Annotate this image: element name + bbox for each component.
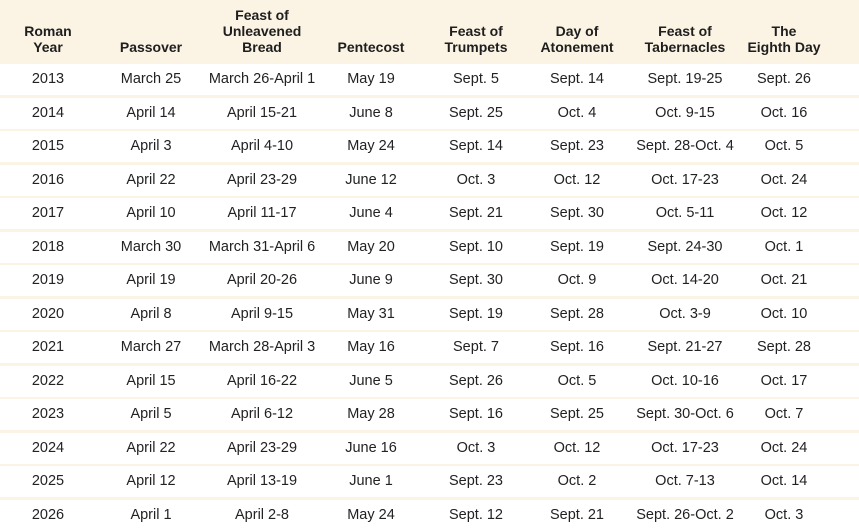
cell-unleavened-bread: April 2-8 [235, 506, 289, 523]
cell-passover: March 27 [120, 339, 182, 355]
table-row [0, 98, 859, 129]
cell-unleavened-bread: April 9-15 [230, 305, 294, 322]
column-header-unleavened-bread: Feast of Unleavened Bread [222, 7, 302, 55]
cell-unleavened-bread: April 13-19 [226, 473, 298, 489]
cell-pentecost: May 20 [347, 238, 395, 255]
cell-pentecost: May 24 [347, 506, 395, 523]
cell-eighth-day: Sept. 28 [756, 339, 811, 355]
cell-passover: April 22 [126, 171, 176, 188]
cell-year: 2019 [31, 272, 65, 288]
cell-tabernacles: Sept. 21-27 [647, 339, 723, 355]
cell-pentecost: May 24 [347, 138, 395, 154]
cell-trumpets: Sept. 14 [448, 138, 503, 154]
cell-passover: April 12 [126, 473, 176, 489]
cell-pentecost: May 28 [347, 406, 395, 422]
column-header-tabernacles: Feast of Tabernacles [644, 23, 726, 55]
cell-trumpets: Sept. 25 [448, 104, 503, 121]
cell-unleavened-bread: March 26-April 1 [208, 71, 316, 87]
cell-pentecost: May 31 [347, 305, 395, 322]
cell-eighth-day: Oct. 21 [760, 272, 808, 288]
cell-trumpets: Sept. 16 [448, 406, 503, 422]
cell-atonement: Sept. 28 [549, 305, 604, 322]
table-row [0, 500, 859, 531]
cell-year: 2018 [31, 238, 65, 255]
cell-eighth-day: Oct. 17 [760, 372, 808, 389]
cell-trumpets: Sept. 10 [448, 238, 503, 255]
cell-passover: April 1 [130, 506, 172, 523]
cell-tabernacles: Oct. 10-16 [651, 372, 719, 389]
table-row [0, 131, 859, 162]
cell-tabernacles: Oct. 7-13 [655, 473, 715, 489]
cell-eighth-day: Oct. 16 [760, 104, 808, 121]
cell-pentecost: June 16 [345, 439, 397, 456]
cell-year: 2017 [31, 205, 65, 221]
cell-atonement: Oct. 2 [557, 473, 597, 489]
table-header [0, 0, 859, 64]
cell-tabernacles: Oct. 3-9 [659, 305, 711, 322]
cell-unleavened-bread: April 23-29 [226, 171, 298, 188]
column-header-eighth-day: The Eighth Day [747, 23, 821, 55]
cell-pentecost: June 8 [349, 104, 393, 121]
cell-pentecost: May 19 [347, 71, 395, 87]
cell-unleavened-bread: March 31-April 6 [208, 238, 316, 255]
cell-tabernacles: Sept. 19-25 [647, 71, 723, 87]
cell-pentecost: June 12 [345, 171, 397, 188]
cell-year: 2016 [31, 171, 65, 188]
cell-tabernacles: Sept. 28-Oct. 4 [636, 138, 734, 154]
cell-trumpets: Sept. 5 [453, 71, 499, 87]
cell-atonement: Sept. 25 [549, 406, 604, 422]
table-row [0, 265, 859, 296]
cell-passover: March 30 [120, 238, 182, 255]
cell-atonement: Oct. 9 [557, 272, 597, 288]
table-row [0, 366, 859, 397]
table-row [0, 198, 859, 229]
cell-unleavened-bread: April 23-29 [226, 439, 298, 456]
cell-trumpets: Oct. 3 [456, 439, 496, 456]
cell-atonement: Oct. 4 [557, 104, 597, 121]
cell-year: 2025 [31, 473, 65, 489]
cell-unleavened-bread: April 4-10 [230, 138, 294, 154]
column-header-passover: Passover [119, 39, 183, 55]
cell-atonement: Sept. 16 [549, 339, 604, 355]
cell-tabernacles: Oct. 17-23 [651, 439, 719, 456]
table-row [0, 232, 859, 263]
cell-eighth-day: Oct. 14 [760, 473, 808, 489]
cell-trumpets: Sept. 30 [448, 272, 503, 288]
cell-tabernacles: Oct. 5-11 [655, 205, 715, 221]
cell-year: 2015 [31, 138, 65, 154]
cell-trumpets: Sept. 7 [453, 339, 499, 355]
table-row [0, 466, 859, 497]
cell-passover: April 15 [126, 372, 176, 389]
table-row [0, 332, 859, 363]
cell-tabernacles: Sept. 24-30 [647, 238, 723, 255]
table-row [0, 399, 859, 430]
cell-year: 2023 [31, 406, 65, 422]
cell-year: 2024 [31, 439, 65, 456]
cell-unleavened-bread: April 16-22 [226, 372, 298, 389]
table-row [0, 64, 859, 95]
cell-atonement: Sept. 23 [549, 138, 604, 154]
cell-pentecost: June 1 [349, 473, 393, 489]
cell-atonement: Oct. 5 [557, 372, 597, 389]
table-row [0, 299, 859, 330]
cell-passover: April 8 [130, 305, 172, 322]
column-header-pentecost: Pentecost [337, 39, 405, 55]
cell-eighth-day: Oct. 12 [760, 205, 808, 221]
cell-eighth-day: Oct. 3 [764, 506, 804, 523]
table-row [0, 433, 859, 464]
cell-pentecost: June 9 [349, 272, 393, 288]
cell-atonement: Oct. 12 [553, 171, 601, 188]
cell-year: 2021 [31, 339, 65, 355]
column-header-trumpets: Feast of Trumpets [444, 23, 508, 55]
cell-unleavened-bread: April 15-21 [226, 104, 298, 121]
cell-unleavened-bread: April 11-17 [227, 205, 297, 221]
cell-eighth-day: Oct. 5 [764, 138, 804, 154]
cell-atonement: Sept. 14 [549, 71, 604, 87]
table-row [0, 165, 859, 196]
cell-trumpets: Sept. 21 [448, 205, 503, 221]
cell-eighth-day: Oct. 7 [764, 406, 804, 422]
cell-unleavened-bread: April 6-12 [230, 406, 294, 422]
cell-pentecost: June 5 [349, 372, 393, 389]
cell-atonement: Sept. 19 [549, 238, 604, 255]
cell-pentecost: May 16 [347, 339, 395, 355]
cell-tabernacles: Sept. 26-Oct. 2 [636, 506, 734, 523]
cell-eighth-day: Oct. 10 [760, 305, 808, 322]
cell-tabernacles: Oct. 9-15 [655, 104, 715, 121]
cell-unleavened-bread: April 20-26 [226, 272, 298, 288]
cell-year: 2022 [31, 372, 65, 389]
cell-trumpets: Sept. 12 [448, 506, 503, 523]
cell-atonement: Oct. 12 [553, 439, 601, 456]
cell-year: 2013 [31, 71, 65, 87]
cell-eighth-day: Oct. 24 [760, 171, 808, 188]
cell-passover: April 10 [126, 205, 176, 221]
cell-atonement: Sept. 21 [549, 506, 604, 523]
cell-passover: March 25 [120, 71, 182, 87]
cell-trumpets: Sept. 23 [448, 473, 503, 489]
cell-trumpets: Sept. 26 [448, 372, 503, 389]
cell-year: 2020 [31, 305, 65, 322]
cell-passover: April 3 [130, 138, 172, 154]
cell-year: 2026 [31, 506, 65, 523]
cell-tabernacles: Oct. 14-20 [651, 272, 719, 288]
column-header-atonement: Day of Atonement [540, 23, 614, 55]
cell-trumpets: Sept. 19 [448, 305, 503, 322]
cell-tabernacles: Oct. 17-23 [651, 171, 719, 188]
cell-trumpets: Oct. 3 [456, 171, 496, 188]
cell-eighth-day: Sept. 26 [756, 71, 811, 87]
cell-unleavened-bread: March 28-April 3 [208, 339, 316, 355]
cell-eighth-day: Oct. 24 [760, 439, 808, 456]
cell-passover: April 19 [126, 272, 176, 288]
cell-pentecost: June 4 [349, 205, 393, 221]
cell-passover: April 5 [130, 406, 172, 422]
cell-tabernacles: Sept. 30-Oct. 6 [636, 406, 734, 422]
cell-eighth-day: Oct. 1 [764, 238, 804, 255]
cell-passover: April 14 [126, 104, 176, 121]
cell-atonement: Sept. 30 [549, 205, 604, 221]
column-header-roman-year: Roman Year [24, 23, 72, 55]
cell-year: 2014 [31, 104, 65, 121]
cell-passover: April 22 [126, 439, 176, 456]
